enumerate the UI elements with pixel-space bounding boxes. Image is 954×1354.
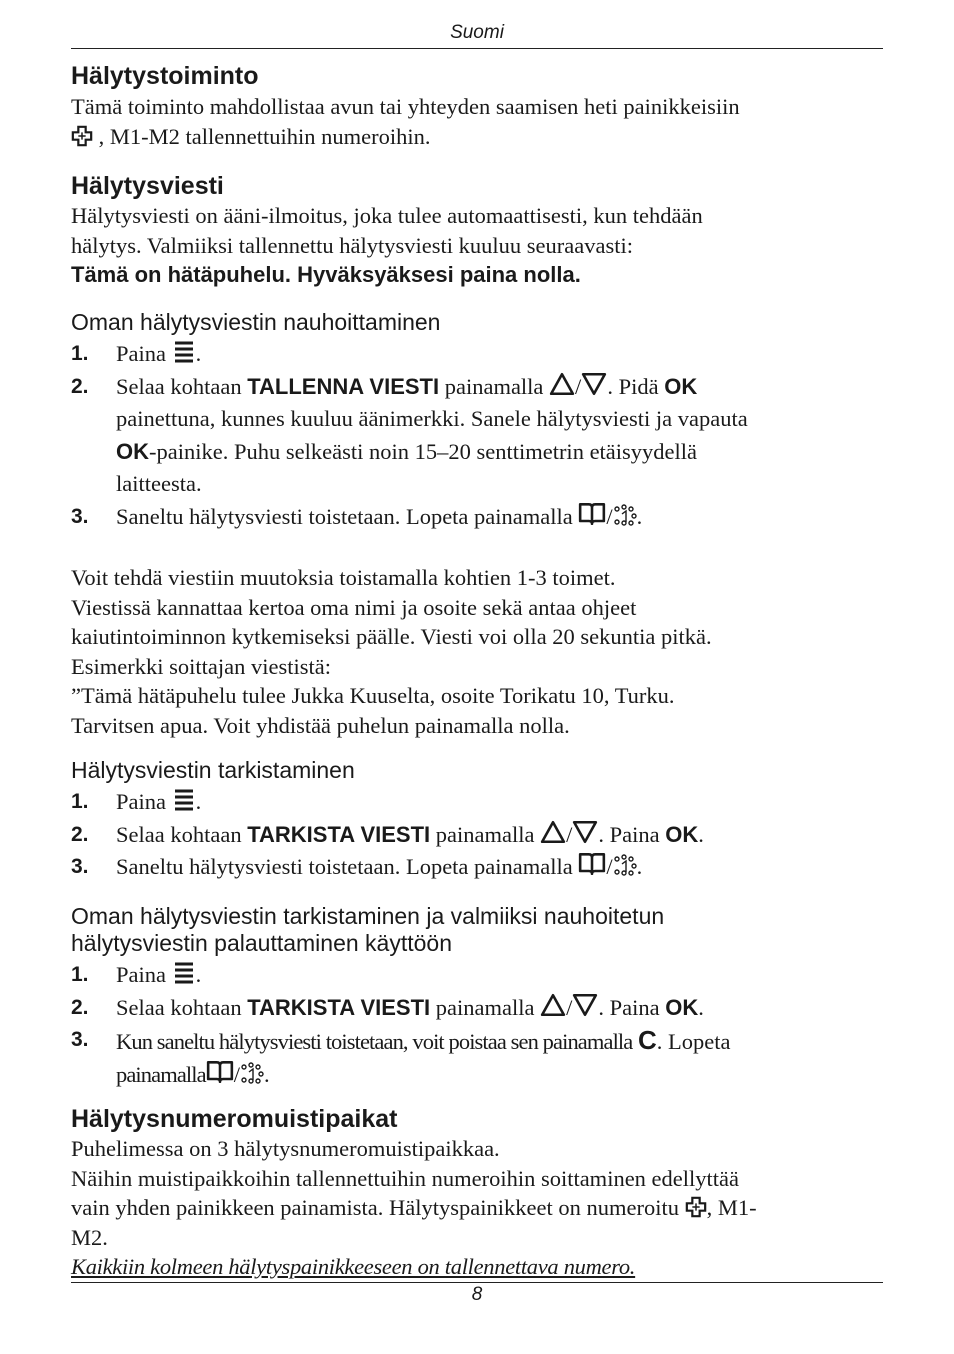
subsection-title: Hälytysviestin tarkistaminen [71, 757, 355, 783]
section-restore-message [71, 903, 883, 1091]
up-triangle-icon [540, 992, 566, 1018]
section-record-message [71, 309, 883, 533]
section-text: Hälytysviesti on ääni-ilmoitus, joka tulee automaattisesti, kun tehdään hälytys. Valmiiksi tallennettu hälytysviesti kuuluu seuraavasti: [71, 203, 703, 258]
up-triangle-icon [549, 371, 575, 397]
end-call-icon [240, 1061, 264, 1085]
clear-c-icon: C [638, 1025, 657, 1055]
section-title: Hälytysnumeromuistipaikat [71, 1105, 398, 1133]
subsection-title: Oman hälytysviestin tarkistaminen ja valmiiksi nauhoitetun hälytysviestin palauttaminen käyttöön [71, 903, 665, 956]
menu-icon [172, 788, 196, 812]
steps-list [71, 338, 883, 533]
section-alarm-message [71, 171, 883, 290]
paragraph: Voit tehdä viestiin muutoksia toistamalla kohtien 1-3 toimet. Viestissä kannattaa kertoa oma nimi ja osoite sekä antaa ohjeet kaiutintoiminnon kytkemiseksi päälle. Viesti voi olla 20 sekuntia pitkä. Esimerkki soittajan viestistä: ”Tämä hätäpuhelu tulee Jukka Kuuselta, osoite Torikatu 10, Turku. Tarvitsen apua. Voit yhdistää puhelun painamalla nolla. [71, 565, 712, 738]
message-tips [71, 563, 883, 740]
up-triangle-icon [540, 819, 566, 845]
list-item: 2. Selaa kohtaan TARKISTA VIESTI painamalla / . Paina OK. [71, 819, 883, 852]
list-item: 3. Kun saneltu hälytysviesti toistetaan, voit poistaa sen painamalla C. Lopeta painamalla / . [71, 1025, 731, 1087]
list-item: 2. Selaa kohtaan TARKISTA VIESTI painamalla / . Paina OK. [71, 992, 883, 1025]
emergency-cross-icon [685, 1196, 707, 1218]
section-title: Hälytystoiminto [71, 62, 259, 90]
down-triangle-icon [581, 371, 607, 397]
end-call-icon [613, 503, 637, 527]
steps-list [71, 786, 883, 884]
list-item: 1. Paina . [71, 962, 202, 987]
phonebook-icon [206, 1059, 234, 1085]
phonebook-icon [578, 501, 606, 527]
section-text: Puhelimessa on 3 hälytysnumeromuistipaikkaa. Näihin muistipaikkoihin tallennettuihin numeroihin soittaminen edellyttää vain yhden painikkeen painamista. Hälytyspainikkeet on numeroitu , M1- M2. Kaikkiin kolmeen hälytyspainikkeeseen on tallennettava numero. [71, 1136, 757, 1279]
page-header: Suomi [450, 22, 504, 43]
default-message-text: Tämä on hätäpuhelu. Hyväksyäksesi paina nolla. [71, 262, 581, 287]
list-item: 2. Selaa kohtaan TALLENNA VIESTI painamalla / . Pidä OK painettuna, kunnes kuuluu äänimerkki. Sanele hälytysviesti ja vapauta OK-painike. Puhu selkeästi noin 15–20 senttimetrin etäisyydellä laitteesta. [71, 371, 883, 501]
note-text: Kaikkiin kolmeen hälytyspainikkeeseen on tallennettava numero. [71, 1254, 636, 1279]
list-item: 3. Saneltu hälytysviesti toistetaan. Lopeta painamalla / . [71, 851, 883, 884]
section-check-message [71, 757, 883, 884]
phonebook-icon [578, 851, 606, 877]
down-triangle-icon [572, 819, 598, 845]
section-text: Tämä toiminto mahdollistaa avun tai yhteyden saamisen heti painikkeisiin , M1-M2 tallennettuihin numeroihin. [71, 94, 740, 149]
section-alarm-memories [71, 1104, 883, 1282]
menu-icon [172, 340, 196, 364]
list-item: 3. Saneltu hälytysviesti toistetaan. Lopeta painamalla / . [71, 501, 883, 534]
footer-rule [71, 1282, 883, 1283]
emergency-cross-icon [71, 125, 93, 147]
section-title: Hälytysviesti [71, 172, 224, 200]
subsection-title: Oman hälytysviestin nauhoittaminen [71, 309, 441, 335]
list-item: 1. Paina . [71, 341, 202, 366]
list-item: 1. Paina . [71, 789, 202, 814]
page-number: 8 [471, 1284, 483, 1305]
end-call-icon [613, 853, 637, 877]
down-triangle-icon [572, 992, 598, 1018]
steps-list [71, 959, 883, 1091]
section-alarm-function [71, 61, 883, 151]
header-rule [71, 48, 883, 49]
menu-icon [172, 961, 196, 985]
